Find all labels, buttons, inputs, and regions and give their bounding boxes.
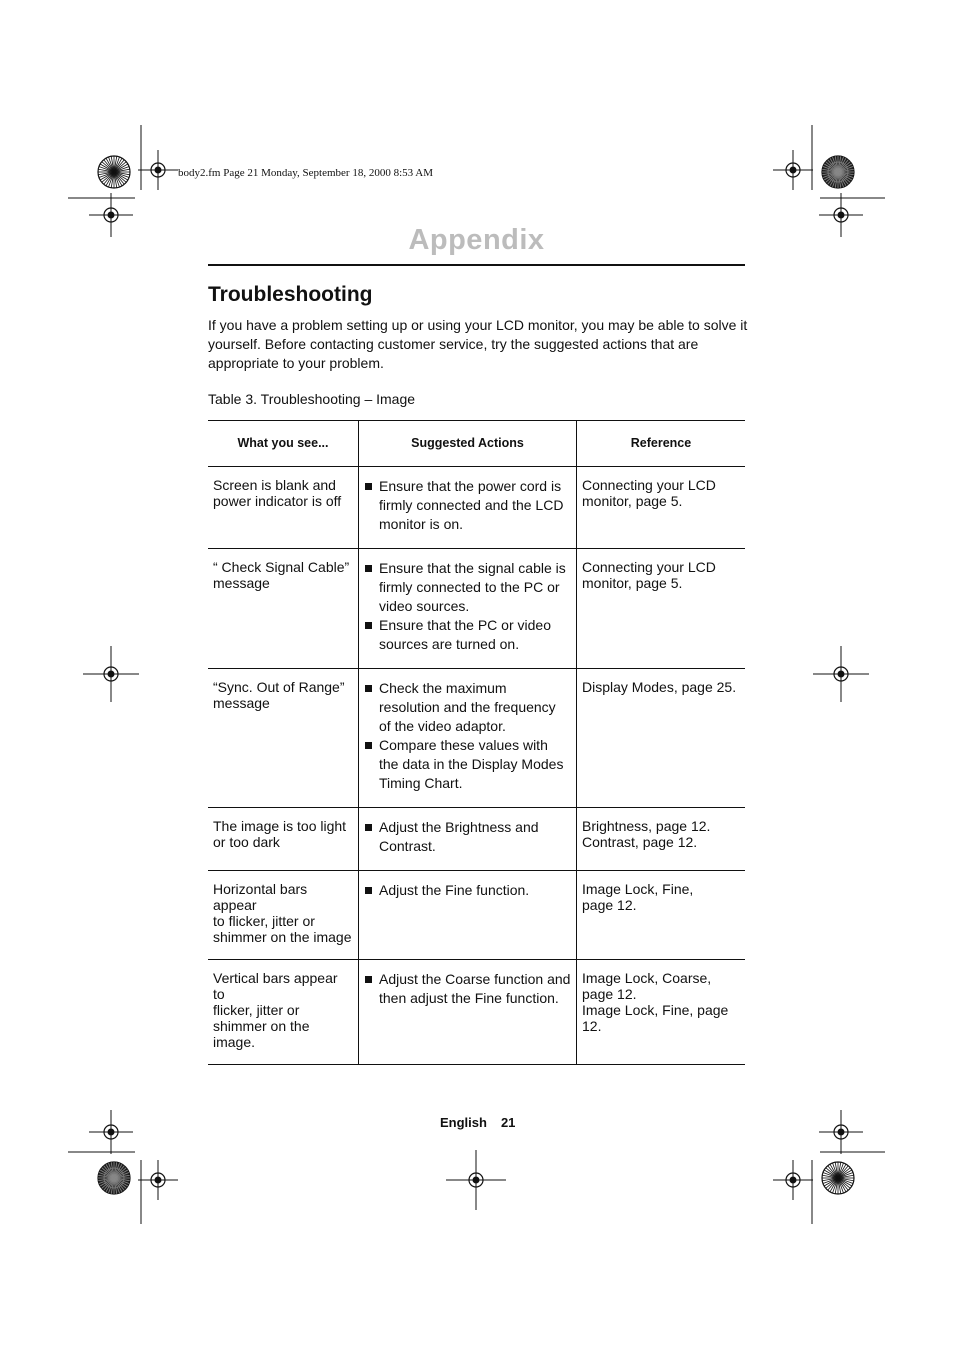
cell-what-you-see <box>208 467 359 549</box>
cell-reference <box>577 549 746 669</box>
see-line: Screen is blank and <box>213 477 336 493</box>
see-line: message <box>213 695 270 711</box>
reference-line: Image Lock, Fine, page 12. <box>582 1002 729 1034</box>
table-row <box>208 467 745 549</box>
cell-reference <box>577 467 746 549</box>
see-line: The image is too light <box>213 818 347 834</box>
troubleshooting-table <box>208 420 745 1065</box>
table-row <box>208 960 745 1065</box>
see-line: “Sync. Out of Range” <box>213 679 345 695</box>
reference-line: page 12. <box>582 897 637 913</box>
action-item: Adjust the Coarse function and then adjust the Fine function. <box>364 970 571 1008</box>
reference-line: monitor, page 5. <box>582 575 683 591</box>
action-item: Adjust the Fine function. <box>364 881 571 900</box>
cell-suggested-actions <box>359 808 577 871</box>
table-row <box>208 871 745 960</box>
header-suggested-actions: Suggested Actions <box>359 421 577 467</box>
reference-line: Image Lock, Fine, <box>582 881 694 897</box>
see-line: power indicator is off <box>213 493 342 509</box>
see-line: or too dark <box>213 834 280 850</box>
see-line: Vertical bars appear to <box>213 970 338 1002</box>
see-line: to flicker, jitter or <box>213 913 315 929</box>
footer-page-number: 21 <box>500 1115 516 1130</box>
see-line: Horizontal bars appear <box>213 881 308 913</box>
action-item: Ensure that the PC or video sources are turned on. <box>364 616 571 654</box>
action-item: Compare these values with the data in the Display Modes Timing Chart. <box>364 736 571 793</box>
table-header-row <box>208 421 745 467</box>
intro-paragraph: If you have a problem setting up or using your LCD monitor, you may be able to solve it yourself. Before contacting customer service, try the suggested actions that are appropriate to your problem. <box>208 317 748 371</box>
action-item: Check the maximum resolution and the frequency of the video adaptor. <box>364 679 571 736</box>
cell-what-you-see <box>208 549 359 669</box>
cell-what-you-see <box>208 808 359 871</box>
header-what-you-see: What you see... <box>208 421 359 467</box>
cell-what-you-see <box>208 871 359 960</box>
reference-line: page 12. <box>582 986 637 1002</box>
reference-line: monitor, page 5. <box>582 493 683 509</box>
reference-line: Connecting your LCD <box>582 477 716 493</box>
see-line: flicker, jitter or <box>213 1002 300 1018</box>
cell-what-you-see <box>208 669 359 808</box>
reference-line: Contrast, page 12. <box>582 834 698 850</box>
title-rule <box>208 264 745 266</box>
action-list <box>364 679 571 793</box>
cell-suggested-actions <box>359 960 577 1065</box>
action-list <box>364 970 571 1008</box>
file-meta-line: body2.fm Page 21 Monday, September 18, 2000 8:53 AM <box>178 167 434 179</box>
table-row <box>208 669 745 808</box>
action-list <box>364 477 571 534</box>
table-row <box>208 549 745 669</box>
cell-suggested-actions <box>359 549 577 669</box>
page-footer <box>440 1115 515 1130</box>
reference-line: Image Lock, Coarse, <box>582 970 712 986</box>
action-list <box>364 818 571 856</box>
see-line: “ Check Signal Cable” <box>213 559 350 575</box>
cell-what-you-see <box>208 960 359 1065</box>
cell-reference <box>577 960 746 1065</box>
table-caption: Table 3. Troubleshooting – Image <box>208 391 416 407</box>
reference-line: Display Modes, page 25. <box>582 679 737 695</box>
cell-reference <box>577 808 746 871</box>
cell-reference <box>577 669 746 808</box>
action-list <box>364 559 571 654</box>
cell-suggested-actions <box>359 871 577 960</box>
reference-line: Brightness, page 12. <box>582 818 711 834</box>
chapter-title: Appendix <box>408 224 545 256</box>
see-line: shimmer on the image <box>213 929 352 945</box>
see-line: shimmer on the image. <box>213 1018 310 1050</box>
cell-suggested-actions <box>359 467 577 549</box>
cell-reference <box>577 871 746 960</box>
header-reference: Reference <box>577 421 746 467</box>
cell-suggested-actions <box>359 669 577 808</box>
action-item: Ensure that the power cord is firmly connected and the LCD monitor is on. <box>364 477 571 534</box>
action-list <box>364 881 571 900</box>
footer-language: English <box>440 1115 487 1130</box>
section-title: Troubleshooting <box>208 283 373 306</box>
reference-line: Connecting your LCD <box>582 559 716 575</box>
table-row <box>208 808 745 871</box>
action-item: Ensure that the signal cable is firmly connected to the PC or video sources. <box>364 559 571 616</box>
see-line: message <box>213 575 270 591</box>
action-item: Adjust the Brightness and Contrast. <box>364 818 571 856</box>
